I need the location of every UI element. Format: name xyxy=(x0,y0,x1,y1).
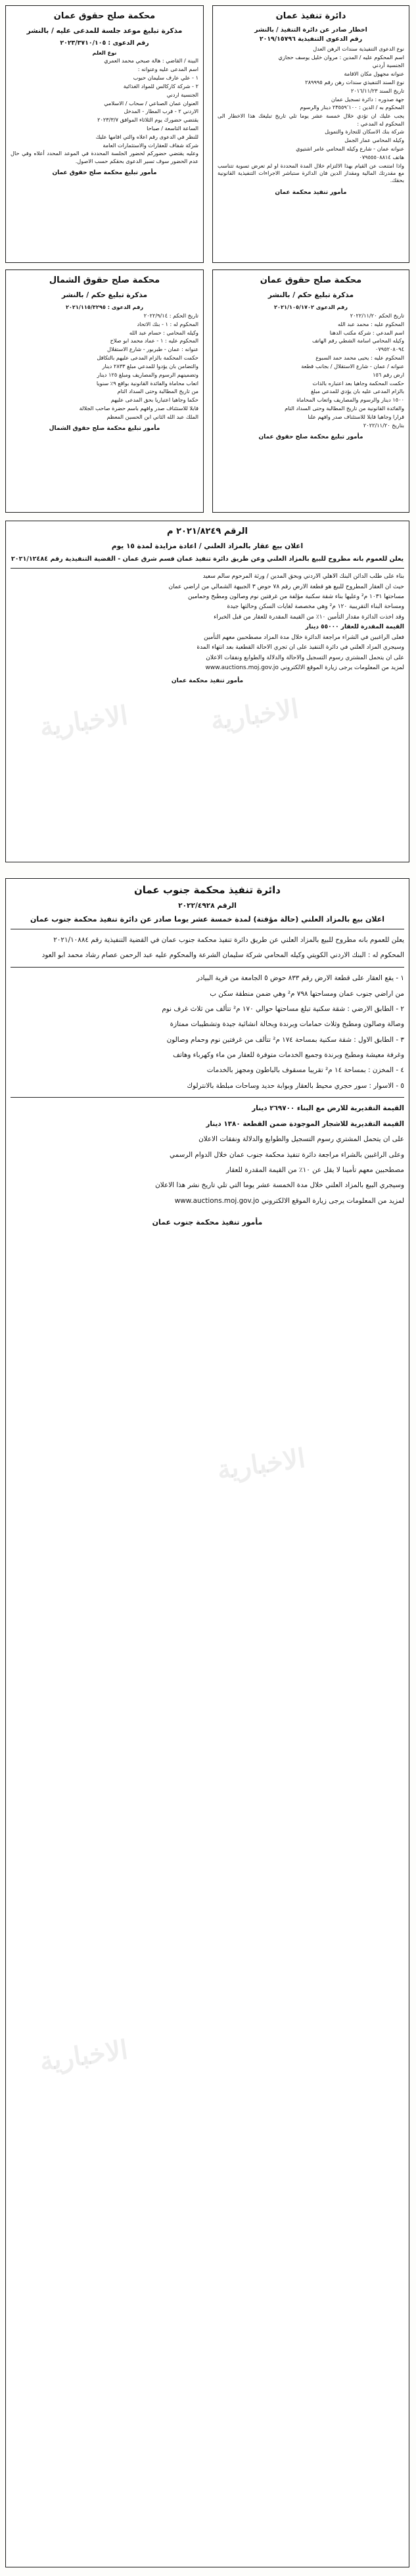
notice-line: المحكوم له : البنك الاردني الكويتي وكيله المحامي شركة سليمان الشرعة والمحكوم عليه عبد الرحمن عصام رشاد محمد ابو العود xyxy=(41,951,404,960)
notice-line: ٤ - المخزن : بمساحة ١٤ م² تقريبا مسقوف بالباطون ومجهز بالخدمات xyxy=(206,1066,404,1075)
notice-line: على ان يتحمل المشتري رسوم التسجيل والطوابع والدلالة ونفقات الاعلان xyxy=(198,1135,404,1144)
notice-line: حكما وجاهيا اعتباريا بحق المدعى عليهم xyxy=(110,396,198,404)
notice-line: وسيجري المزاد العلني في دائرة التنفيذ على ان تجري الاحالة القطعية بعد انتهاء المدة xyxy=(196,644,404,651)
notice-line: عنوانه : عمان - طبربور - شارع الاستقلال xyxy=(107,346,198,353)
notice-subtitle: مذكرة تبليغ حكم / بالنشر xyxy=(267,291,354,299)
notice-title: محكمة صلح حقوق الشمال xyxy=(49,275,160,285)
notice-line: ١ - يقع العقار على قطعة الارض رقم ٨٣٣ حوض ٥ الجامعة من قرية البيادر xyxy=(196,974,404,983)
notice-line: ارض رقم ١٥٦ xyxy=(373,371,404,378)
notice-line: نوع الدعوى التنفيذية سندات الرهن العدل xyxy=(313,45,404,52)
notice-line: وصالة وصالون ومطبخ وثلاث حمامات وبرندة وبحالة انشائية جيدة وتشطيبات ممتازة xyxy=(170,1020,404,1029)
notice-signature: مأمور تبليغ محكمة صلح حقوق الشمال xyxy=(49,425,160,433)
notice-line: ومساحة البناء التقريبية ١٢٠ م² وهي مخصصة لغايات السكن وحالتها جيدة xyxy=(227,603,404,611)
notice-line: جهة صدوره : دائرة تسجيل عمان xyxy=(331,95,404,103)
notice-line: البينة / القاضي : هالة صبحي محمد العمري xyxy=(104,57,198,64)
notice-property-auction-2 xyxy=(5,878,409,2567)
notice-line: ١٥٠٠ دينار والرسوم والمصاريف واتعاب المحاماة xyxy=(296,396,404,404)
notice-line: لمزيد من المعلومات يرجى زيارة الموقع الالكتروني www.auctions.moj.gov.jo xyxy=(205,665,404,672)
notice-line: قرارا وجاهيا قابلا للاستئناف صدر وافهم علنا xyxy=(308,413,404,420)
notice-line: المحكوم عليه : يحيى محمد حمد السبوع xyxy=(315,354,404,362)
notice-title: الرقم ٢٠٢١/٨٢٤٩ م xyxy=(167,527,248,536)
notice-subtitle: مذكرة تبليغ موعد جلسة للمدعى عليه / بالنشر xyxy=(26,26,183,35)
notice-line: المحكوم به / الدين : ٢٣٥٥٩٬١٠٠ دينار والرسوم xyxy=(300,104,404,111)
notice-judgment-2 xyxy=(5,269,204,513)
notice-line: حيث ان العقار المطروح للبيع هو قطعة الارض رقم ٧٨ حوض ٣ الجبيهة الشمالي من اراضي عمان xyxy=(168,583,404,590)
notice-line: وكيله المحامي : حسام عبد الله xyxy=(129,329,198,336)
notice-body xyxy=(11,933,404,1208)
notice-line: من تاريخ المطالبة وحتى السداد التام xyxy=(117,388,198,395)
notice-property-auction-1 xyxy=(5,521,409,862)
notice-signature: مأمور تبليغ محكمة صلح حقوق عمان xyxy=(258,433,363,440)
notice-subtitle: الرقم ٢٠٢٢/٤٩٢٨ xyxy=(178,901,237,910)
notice-line: ١ - علي عارف سليمان حبوب xyxy=(133,74,198,82)
notice-body xyxy=(11,573,404,673)
divider xyxy=(11,1097,404,1098)
notice-line: لمزيد من المعلومات يرجى زيارة الموقع الالكتروني www.auctions.moj.gov.jo xyxy=(174,1196,404,1205)
notice-line: العنوان عمان الصناعي / سحاب / الاسلامي xyxy=(104,99,198,106)
notice-line: شركة بنك الاسكان للتجارة والتمويل xyxy=(325,128,404,135)
notice-line: القيمة التقديرية للاشجار الموجودة ضمن القطعة ١٣٨٠ دينار xyxy=(206,1119,404,1128)
notice-line: والتضامن بان يؤدوا للمدعي مبلغ ٢٨٣٣ دينار xyxy=(102,362,198,369)
notice-subtitle-2: يعلن للعموم بانه مطروح للبيع بالمزاد العلني وعن طريق دائرة تنفيذ عمان قسم شرق عمان - القضية التنفيذية رقم ٢٠٢١/١٢٤٨٤ xyxy=(11,555,404,563)
notice-line: الاردني ٢ - قرب المطار - المدخل xyxy=(124,108,198,115)
notice-signature: مأمور تنفيذ محكمة عمان xyxy=(171,677,244,684)
notice-body xyxy=(11,304,198,421)
notice-line: وعلى الراغبين بالشراء مراجعة دائرة تنفيذ محكمة جنوب عمان خلال الدوام الرسمي xyxy=(169,1150,404,1159)
notice-line: وغرفة معيشة ومطبخ وبرندة وجميع الخدمات متوفرة للعقار من ماء وكهرباء وهاتف xyxy=(173,1050,404,1059)
notice-line: ٢ - الطابق الارضي : شقة سكنية تبلغ مساحتها حوالي ١٧٠ م² تتألف من ثلاث غرف نوم xyxy=(162,1004,404,1013)
notice-line: القيمة التقديرية للارض مع البناء ٢٦٩٧٠٠ دينار xyxy=(252,1104,404,1113)
notice-line: الجنسية أردني xyxy=(372,62,404,69)
notice-line: ٢ - شركة كاركالس للمواد الغذائية xyxy=(123,82,198,89)
notice-line: نوع السند التنفيذي سندات رهن رقم ٢٨٩٩٩٥ xyxy=(305,79,404,86)
divider xyxy=(11,967,404,968)
notice-line: ٣ - الطابق الاول : شقة سكنية بمساحة ١٧٤ م² تتألف من غرفتين نوم وحمام وصالون xyxy=(166,1035,404,1044)
notice-line: عنوانه / عمان - شارع الاستقلال / بجانب قطعة xyxy=(301,362,404,369)
notice-line: تاريخ الحكم ٢٠٢٢/١١/٢٠ xyxy=(350,312,404,319)
notice-line: رقم الدعوى : ٢٠٢١/١١٥/٣٢٩٥ xyxy=(65,304,144,311)
notice-line: القيمة المقدرة للعقار ٥٥٠٠٠ دينار xyxy=(305,624,404,631)
notice-line: مساحتها ١٠٣١ م² وعليها بناء شقة سكنية مؤلفة من غرفتين نوم وصالون ومطبخ وحمامين xyxy=(188,593,404,600)
notice-signature: مأمور تنفيذ محكمة جنوب عمان xyxy=(152,1218,263,1227)
notice-line: على ان يتحمل المشتري رسوم التسجيل والاحالة والدلالة والطوابع ونفقات الاعلان xyxy=(206,654,404,661)
notice-line: اخطار صادر عن دائرة التنفيذ / بالنشر xyxy=(254,26,367,34)
notice-line: وتضمينهم الرسوم والمصاريف ومبلغ ١٢٥ دينار xyxy=(97,371,198,378)
notice-line: فعلى الراغبين في الشراء مراجعة الدائرة خلال مدة المزاد مصطحبين معهم التأمين xyxy=(204,634,404,641)
notice-subtitle: اعلان بيع عقار بالمزاد العلني / اعادة مزايدة لمدة ١٥ يوم xyxy=(111,542,304,550)
notice-body xyxy=(11,39,198,165)
notice-line: للنظر في الدعوى رقم اعلاه والتي اقامها عليك xyxy=(95,133,198,140)
notice-line: اسم المدعى عليه وعنوانه : xyxy=(137,66,198,73)
notice-line: من اراضي جنوب عمان ومساحتها ٧٩٨ م² وهي ضمن منطقة سكن ب xyxy=(210,989,404,998)
notice-line: حكمت المحكمة بالزام المدعى عليهم بالتكافل xyxy=(97,354,198,362)
notice-line: الجنسية اردني xyxy=(166,91,198,98)
notice-signature: مأمور تبليغ محكمة صلح حقوق عمان xyxy=(52,170,157,177)
notice-line: بتاريخ ٢٠٢٢/١١/٢٠ xyxy=(363,421,404,429)
notice-line: الساعة التاسعة / صباحا xyxy=(147,124,198,131)
notice-line: وقد اخذت الدائرة مقدار التأمين ١٠٪ من القيمة المقدرة للعقار من قبل الخبراء xyxy=(214,613,404,621)
notice-judgment-1 xyxy=(212,269,409,513)
notice-line: ٠٧٩٥٢٠٨٠٩٤ xyxy=(375,346,404,353)
notice-line: تاريخ السند ٢٠١٦/١١/٢٣ xyxy=(350,87,404,94)
notice-signature: مأمور تنفيذ محكمة عمان xyxy=(275,189,347,196)
notice-line: نوع العلم xyxy=(92,49,117,56)
notice-line: اسم المحكوم عليه / المدين : مروان خليل يوسف حجازي xyxy=(278,53,404,60)
notice-line: يجب عليك ان تؤدي خلال خمسة عشر يوما تلي تاريخ تبليغك هذا الاخطار الى المحكوم له المدعي : xyxy=(218,112,404,127)
notice-line: اسم المدعي : شركة مكتب الدهنا xyxy=(329,329,404,336)
notice-line: بالزام المدعى عليه بان يؤدي للمدعي مبلغ xyxy=(311,388,404,395)
notice-line: مصطحبين معهم تأمينا لا يقل عن ١٠٪ من القيمة المقدرة للعقار xyxy=(226,1165,404,1174)
notice-line: قابلا للاستئناف صدر وافهم باسم حضرة صاحب الجلالة xyxy=(79,404,198,411)
notice-title: دائرة تنفيذ محكمة جنوب عمان xyxy=(133,884,281,896)
notice-line: عنوانه مجهول مكان الاقامة xyxy=(344,70,404,78)
notice-body xyxy=(218,26,404,185)
notice-line: ٥ - الاسوار : سور حجري محيط بالعقار وبوابة حديد وساحات مبلطة بالانترلوك xyxy=(187,1081,404,1090)
notice-line: وكيله المحامي عمار الجمل xyxy=(344,137,404,144)
notice-execution-notification xyxy=(212,5,409,263)
notice-line: واذا امتنعت عن القيام بهذا الالتزام خلال المدة المحددة او لم تعرض تسوية تتناسب مع مقدرتك المالية ومقدار الدين فان الدائرة ستباشر الاجراءات التنفيذية القانونية بحقك. xyxy=(218,162,404,184)
notice-line: وسيجري البيع بالمزاد العلني خلال مدة الخمسة عشر يوما التي تلي تاريخ نشر هذا الاعلان xyxy=(155,1181,404,1190)
notice-line: المحكوم عليه : ١ - عماد محمد ابو صلاح xyxy=(110,337,198,344)
notice-subtitle: مذكرة تبليغ حكم / بالنشر xyxy=(61,291,148,299)
notice-line: وكيله المحامي اسامة الشطي رقم الهاتف xyxy=(312,337,404,344)
notice-body xyxy=(218,304,404,429)
notice-line: المحكوم له : ١ - بنك الاتحاد xyxy=(137,320,198,327)
divider xyxy=(11,568,404,569)
notice-hearing-summons xyxy=(5,5,204,263)
notice-line: شركة شفاف للعقارات والاستثمارات العامة xyxy=(103,141,198,149)
notice-line: يعلن للعموم بانه مطروح للبيع بالمزاد العلني عن طريق دائرة تنفيذ محكمة جنوب عمان في القضية التنفيذية رقم ٢٠٢١/١٠٨٨٤ xyxy=(53,936,404,945)
notice-line: حكمت المحكمة وجاهيا بعد اعتباره بالذات xyxy=(312,379,404,386)
notice-line: عنوانه عمان - شارع وكيله المحامي عامر اشتيوي xyxy=(296,145,404,152)
notice-line: تاريخ الحكم : ٢٠٢٢/٩/١٤ xyxy=(143,312,198,319)
notice-line: والفائدة القانونية من تاريخ المطالبة وحتى السداد التام xyxy=(285,404,404,411)
notice-line: هاتف ٠٧٩٥٥٥٠٨٨١٤ xyxy=(359,153,404,160)
notice-line: الملك عبد الله الثاني ابن الحسين المعظم xyxy=(106,413,198,420)
notice-title: محكمة صلح حقوق عمان xyxy=(53,11,156,21)
notice-line: رقم الدعوى ٢٠٢١/١٠٥/١٧٠٢ xyxy=(274,304,348,311)
notice-line: رقم الدعوى : ٢٠٢٣/٣٧١٠/١٠٥ xyxy=(60,39,149,47)
notice-line: وعليه يقتضي حضوركم لحضور الجلسة المحددة في الموعد المحدد أعلاه وفي حال عدم الحضور سوف تسير الدعوى بحقكم حسب الاصول. xyxy=(11,150,198,164)
notice-title: محكمة صلح حقوق عمان xyxy=(260,275,362,285)
notice-line: بناء على طلب الدائن البنك الاهلي الاردني وبحق المدين / ورثة المرحوم سالم سعيد xyxy=(202,573,404,580)
notice-line: يقتضي حضورك يوم الثلاثاء الموافق ٢٠٢٣/٣/٧ xyxy=(97,116,198,124)
notice-subtitle-2: اعلان بيع بالمزاد العلني (حالة مؤقتة) لمدة خمسة عشر يوما صادر عن دائرة تنفيذ محكمة جنوب عمان xyxy=(30,915,385,924)
notice-line: اتعاب محاماة والفائدة القانونية بواقع ٩٪ سنويا xyxy=(96,379,198,386)
notice-line: المحكوم عليه : محمد عبد الله xyxy=(337,320,404,327)
notice-line: رقم الدعوى التنفيذية ٢٠١٩/١٥٧٩٦ xyxy=(259,35,363,43)
notice-title: دائرة تنفيذ عمان xyxy=(275,11,346,21)
